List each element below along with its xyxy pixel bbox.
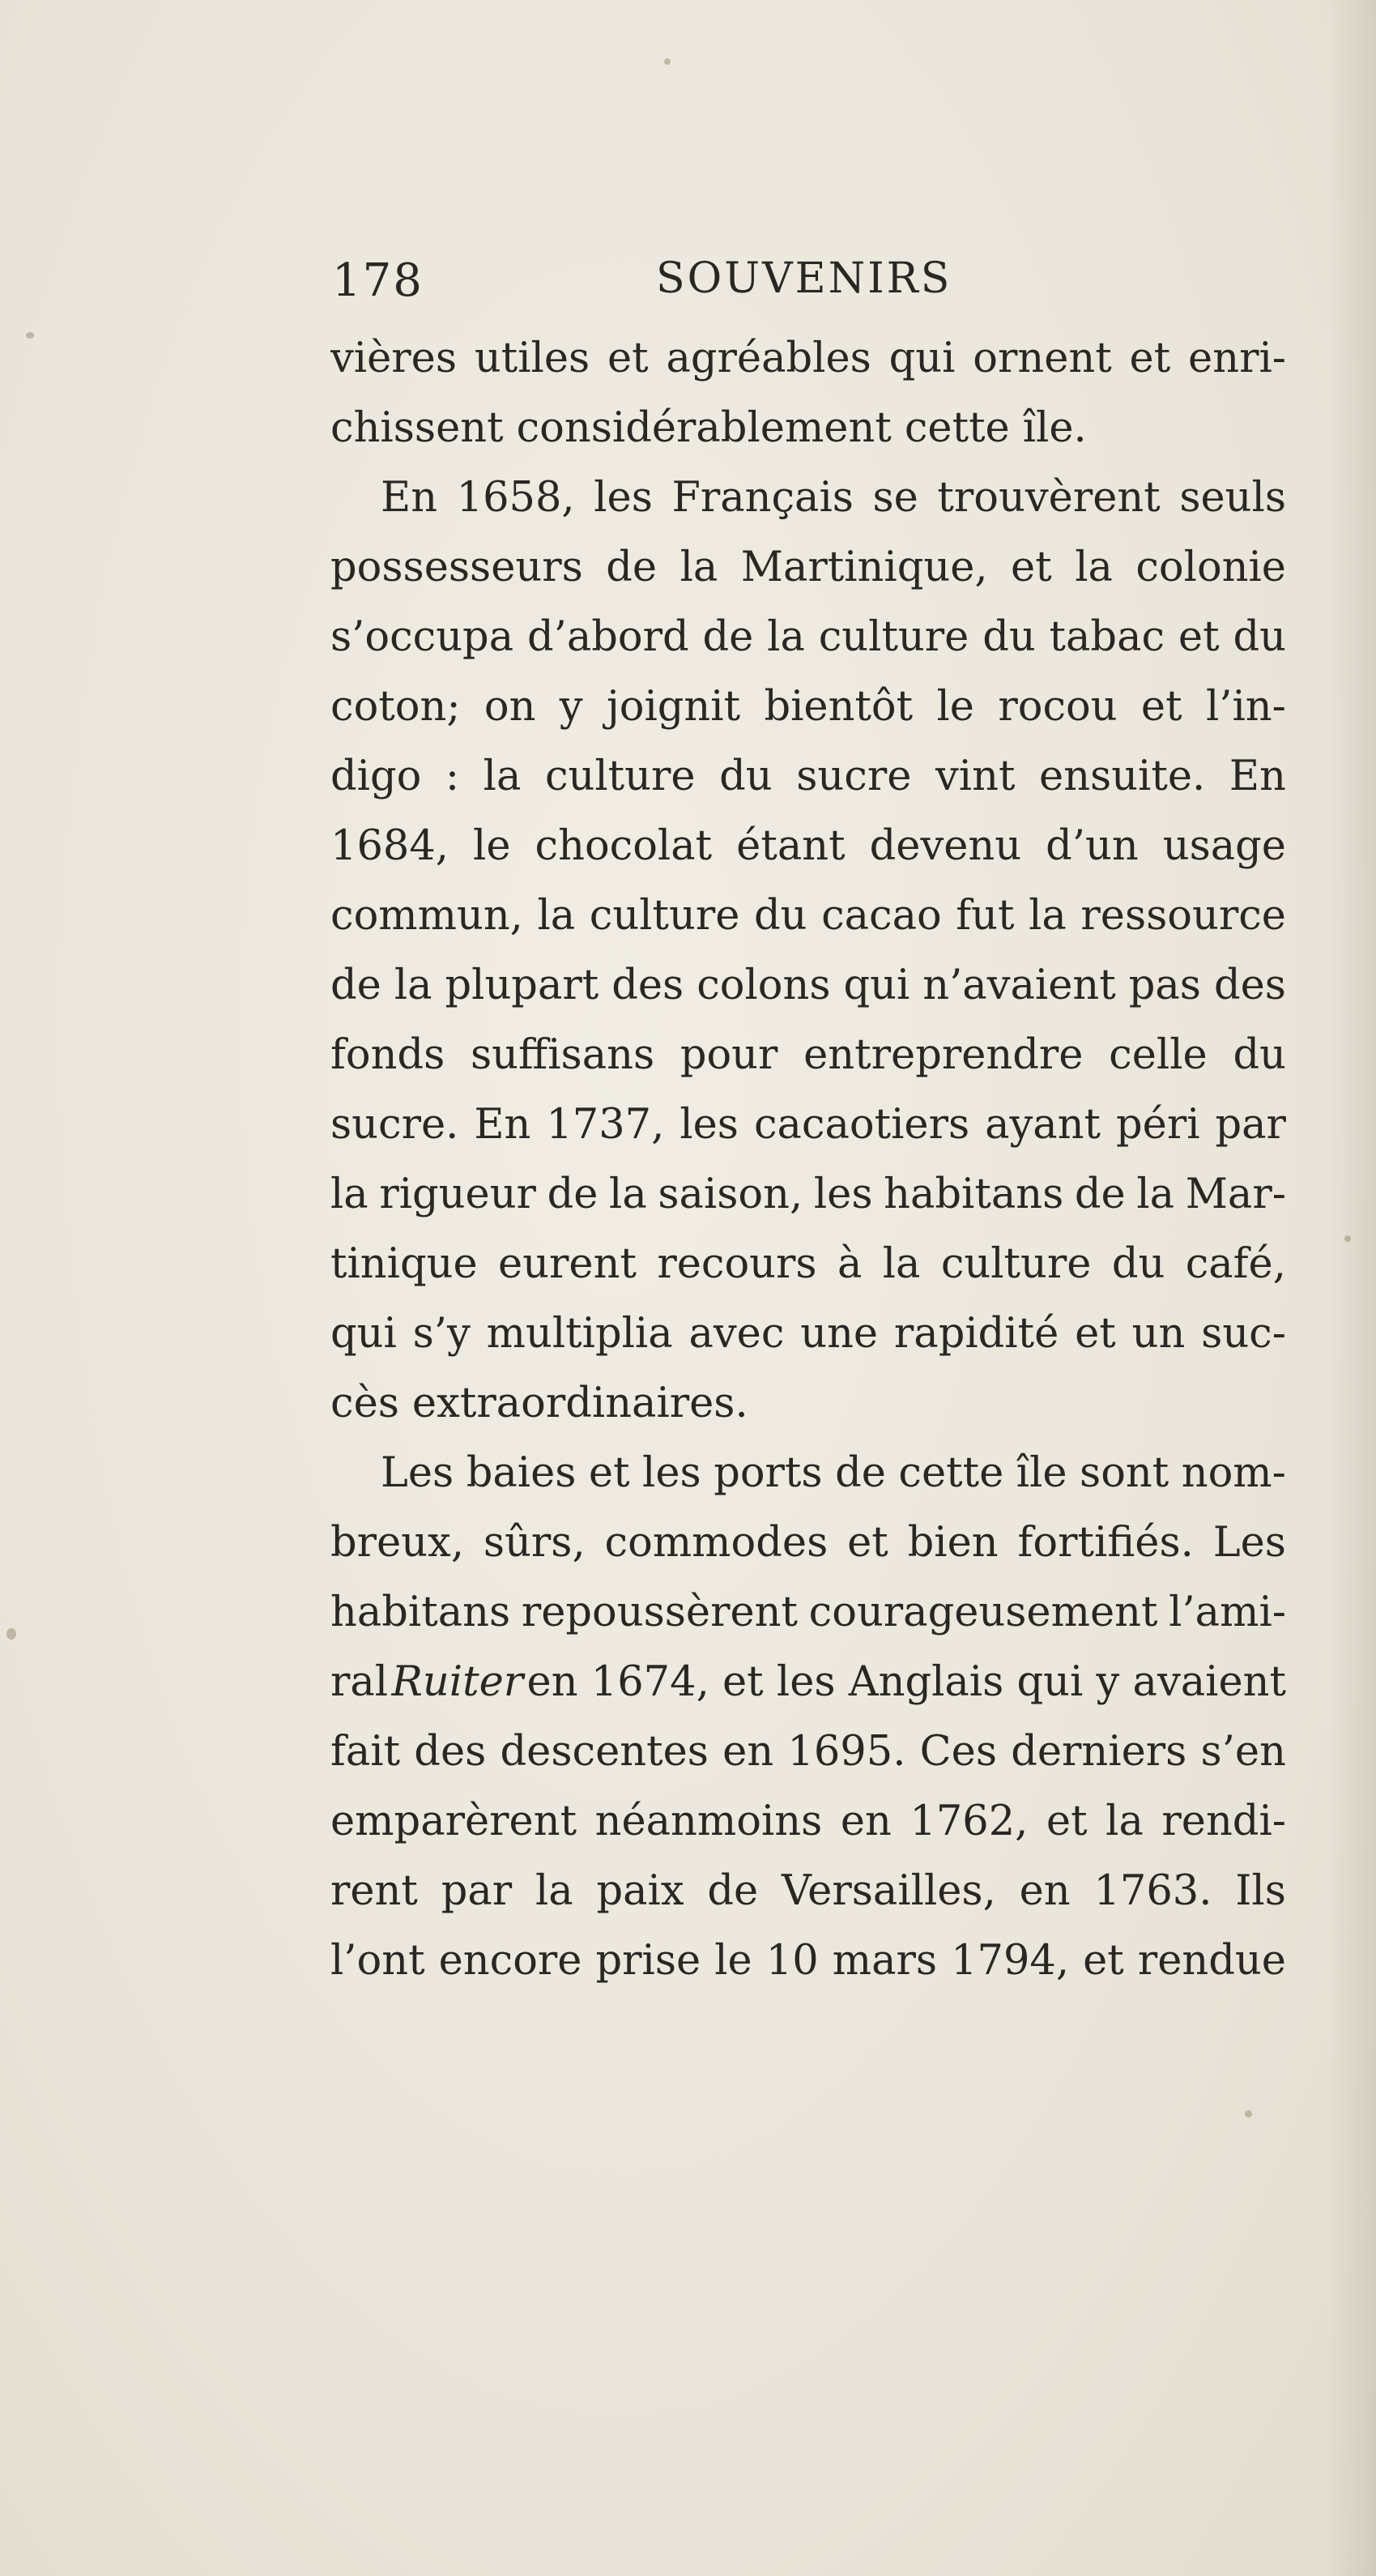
text-line: vières utiles et agréables qui ornent et enri- [330,335,1286,382]
text-line: coton; on y joignit bientôt le rocou et l’in- [330,683,1286,731]
paragraph-start-line: En 1658, les Français se trouvèrent seuls [381,474,1286,522]
text-fragment: ral [330,1658,389,1706]
text-line: habitans repoussèrent courageusement l’ami- [330,1589,1286,1636]
text-line: possesseurs de la Martinique, et la colonie [330,544,1286,591]
text-line: 1684, le chocolat étant devenu d’un usage [330,822,1286,870]
foxing-spot [26,332,34,339]
text-line: commun, la culture du cacao fut la ressource [330,892,1286,940]
foxing-spot [6,1628,16,1640]
text-line-with-italic [330,1648,1286,1717]
foxing-spot [664,58,671,65]
foxing-spot [1245,2110,1252,2118]
text-line: fait des descentes en 1695. Ces derniers s’en [330,1728,1286,1776]
page-edge-shadow [1327,0,1376,2576]
foxing-spot [1344,1235,1351,1242]
text-line: sucre. En 1737, les cacaotiers ayant péri par [330,1101,1286,1149]
body-text [330,324,1286,1996]
text-line: breux, sûrs, commodes et bien fortifiés. Les [330,1519,1286,1567]
text-line: de la plupart des colons qui n’avaient pas des [330,962,1286,1009]
text-line: fonds suffisans pour entreprendre celle du [330,1031,1286,1079]
text-line: qui s’y multiplia avec une rapidité et un suc- [330,1310,1286,1358]
running-head [332,251,1288,316]
text-line: la rigueur de la saison, les habitans de la Mar- [330,1171,1286,1218]
text-line: chissent considérablement cette île. [330,404,1087,452]
italic-name-ruiter: Ruiter [391,1658,524,1706]
paragraph-start-line: Les baies et les ports de cette île sont nom- [381,1449,1286,1497]
text-line: tinique eurent recours à la culture du café, [330,1240,1286,1288]
running-head-title: SOUVENIRS [656,254,952,303]
page-number: 178 [332,254,424,307]
text-line: digo : la culture du sucre vint ensuite. En [330,753,1286,800]
text-fragment: en 1674, et les Anglais qui y avaient [526,1658,1286,1706]
text-line: emparèrent néanmoins en 1762, et la rendi- [330,1798,1286,1845]
text-line: s’occupa d’abord de la culture du tabac et du [330,613,1286,661]
text-line: rent par la paix de Versailles, en 1763. Ils [330,1867,1286,1915]
text-line: l’ont encore prise le 10 mars 1794, et rendue [330,1937,1286,1985]
text-line: cès extraordinaires. [330,1380,748,1427]
